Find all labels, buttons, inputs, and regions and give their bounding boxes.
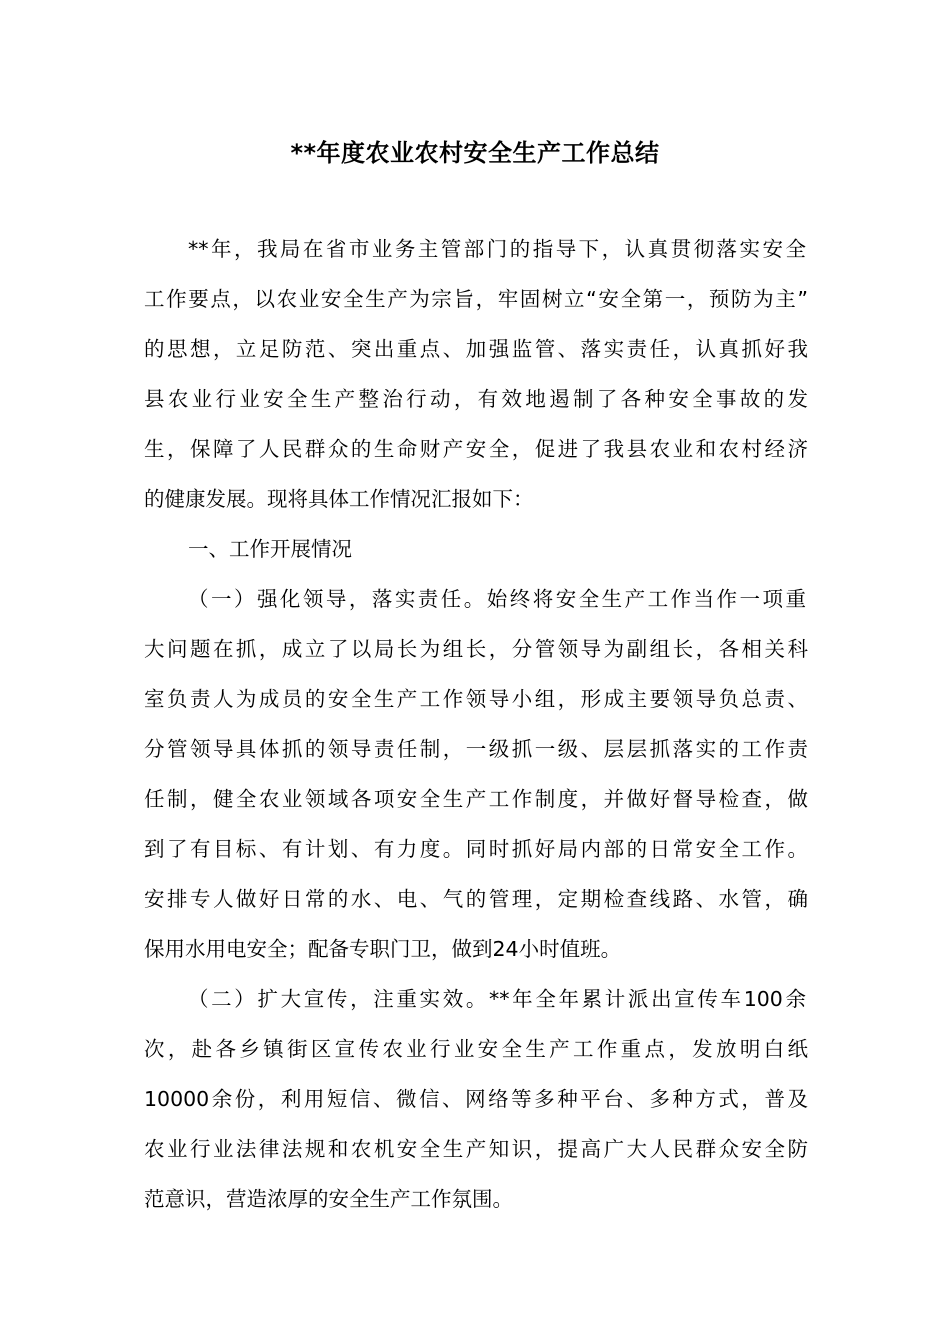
paragraph-line: 室负责人为成员的安全生产工作领导小组，形成主要领导负总责、 <box>144 687 808 711</box>
paragraph-line: 农业行业法律法规和农机安全生产知识，提高广大人民群众安全防 <box>144 1137 808 1161</box>
paragraph-line: 生，保障了人民群众的生命财产安全，促进了我县农业和农村经济 <box>144 437 808 461</box>
paragraph-line: 任制，健全农业领域各项安全生产工作制度，并做好督导检查，做 <box>144 787 808 811</box>
paragraph-line: 到了有目标、有计划、有力度。同时抓好局内部的日常安全工作。 <box>144 837 808 861</box>
paragraph-line: 安排专人做好日常的水、电、气的管理，定期检查线路、水管，确 <box>144 887 808 911</box>
paragraph-line: 大问题在抓，成立了以局长为组长，分管领导为副组长，各相关科 <box>144 637 808 661</box>
paragraph-line: 的思想，立足防范、突出重点、加强监管、落实责任，认真抓好我 <box>144 337 808 361</box>
paragraph-line: 次，赴各乡镇街区宣传农业行业安全生产工作重点，发放明白纸 <box>144 1037 808 1061</box>
paragraph-line: 保用水用电安全；配备专职门卫，做到24小时值班。 <box>144 937 622 961</box>
paragraph-line: （二）扩大宣传，注重实效。**年全年累计派出宣传车100余 <box>188 987 806 1011</box>
paragraph-line: **年，我局在省市业务主管部门的指导下，认真贯彻落实安全 <box>188 237 806 261</box>
paragraph-line: 工作要点，以农业安全生产为宗旨，牢固树立“安全第一，预防为主” <box>144 287 808 311</box>
paragraph-line: 县农业行业安全生产整治行动，有效地遏制了各种安全事故的发 <box>144 387 808 411</box>
document-title: **年度农业农村安全生产工作总结 <box>290 139 660 167</box>
paragraph-line: 10000余份，利用短信、微信、网络等多种平台、多种方式，普及 <box>144 1087 808 1111</box>
paragraph-line: 分管领导具体抓的领导责任制，一级抓一级、层层抓落实的工作责 <box>144 737 808 761</box>
paragraph-line: （一）强化领导，落实责任。始终将安全生产工作当作一项重 <box>188 587 806 611</box>
section-heading: 一、工作开展情况 <box>188 537 352 561</box>
paragraph-line: 的健康发展。现将具体工作情况汇报如下： <box>144 487 534 511</box>
paragraph-line: 范意识，营造浓厚的安全生产工作氛围。 <box>144 1187 513 1211</box>
